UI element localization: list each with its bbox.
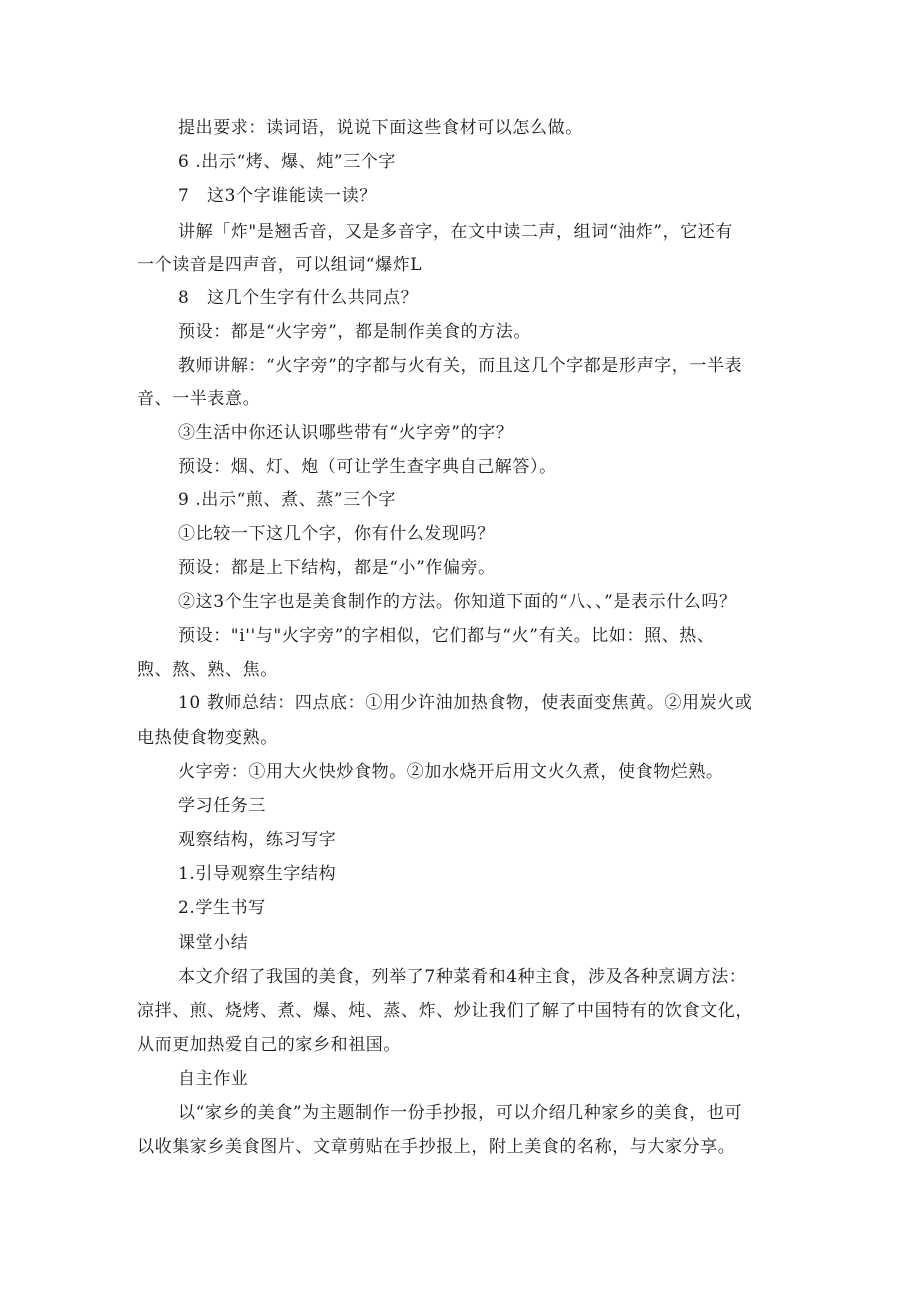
paragraph-line: 10 教师总结：四点底：①用少许油加热食物，使表面变焦黄。②用炭火或 (178, 693, 753, 713)
paragraph-line: 6 .出示“烤、爆、炖”三个字 (178, 152, 397, 172)
paragraph-line: 8 这几个生字有什么共同点？ (178, 288, 419, 308)
paragraph-line: ②这3个生字也是美食制作的方法。你知道下面的“八、、”是表示什么吗？ (178, 592, 737, 612)
paragraph-line: 教师讲解：“火字旁”的字都与火有关，而且这几个字都是形声字，一半表 (178, 356, 743, 376)
paragraph-line: 凉拌、煎、烧烤、煮、爆、炖、蒸、炸、炒让我们了解了中国特有的饮食文化， (137, 1001, 753, 1021)
paragraph-line: 音、一半表意。 (137, 389, 261, 409)
section-heading: 学习任务三 (178, 796, 266, 816)
paragraph-line: 电热使食物变熟。 (137, 728, 278, 748)
paragraph-line: 火字旁：①用大火快炒食物。②加水烧开后用文火久煮，使食物烂熟。 (178, 762, 724, 782)
paragraph-line: 提出要求：读词语，说说下面这些食材可以怎么做。 (178, 118, 583, 138)
paragraph-line: ③生活中你还认识哪些带有“火字旁”的字？ (178, 423, 514, 443)
paragraph-line: 预设："i''与"火字旁”的字相似，它们都与“火”有关。比如：照、热、 (178, 626, 715, 646)
paragraph-line: ①比较一下这几个字，你有什么发现吗？ (178, 524, 495, 544)
section-heading: 课堂小结 (178, 933, 249, 953)
paragraph-line: 本文介绍了我国的美食，列举了7种菜肴和4种主食，涉及各种烹调方法： (178, 967, 747, 987)
paragraph-line: 预设：都是“火字旁”，都是制作美食的方法。 (178, 322, 531, 342)
paragraph-line: 从而更加热爱自己的家乡和祖国。 (137, 1035, 401, 1055)
paragraph-line: 预设：都是上下结构，都是“小”作偏旁。 (178, 558, 496, 578)
paragraph-line: 观察结构，练习写字 (178, 830, 337, 850)
list-item: 2.学生书写 (178, 898, 266, 918)
paragraph-line: 预设：烟、灯、炮（可让学生查字典自己解答）。 (178, 457, 557, 477)
paragraph-line: 7 这3个字谁能读一读？ (178, 186, 377, 206)
paragraph-line: 9 .出示“煎、煮、蒸”三个字 (178, 490, 397, 510)
paragraph-line: 讲解「炸"是翘舌音，又是多音字，在文中读二声，组词“油炸”，它还有 (178, 222, 733, 242)
list-item: 1.引导观察生字结构 (178, 864, 337, 884)
paragraph-line: 以收集家乡美食图片、文章剪贴在手抄报上，附上美食的名称，与大家分享。 (137, 1137, 736, 1157)
paragraph-line: 煦、熬、熟、焦。 (137, 660, 278, 680)
paragraph-line: 以“家乡的美食”为主题制作一份手抄报，可以介绍几种家乡的美食，也可 (178, 1103, 743, 1123)
section-heading: 自主作业 (178, 1069, 249, 1089)
paragraph-line: 一个读音是四声音，可以组词“爆炸L (137, 255, 423, 275)
